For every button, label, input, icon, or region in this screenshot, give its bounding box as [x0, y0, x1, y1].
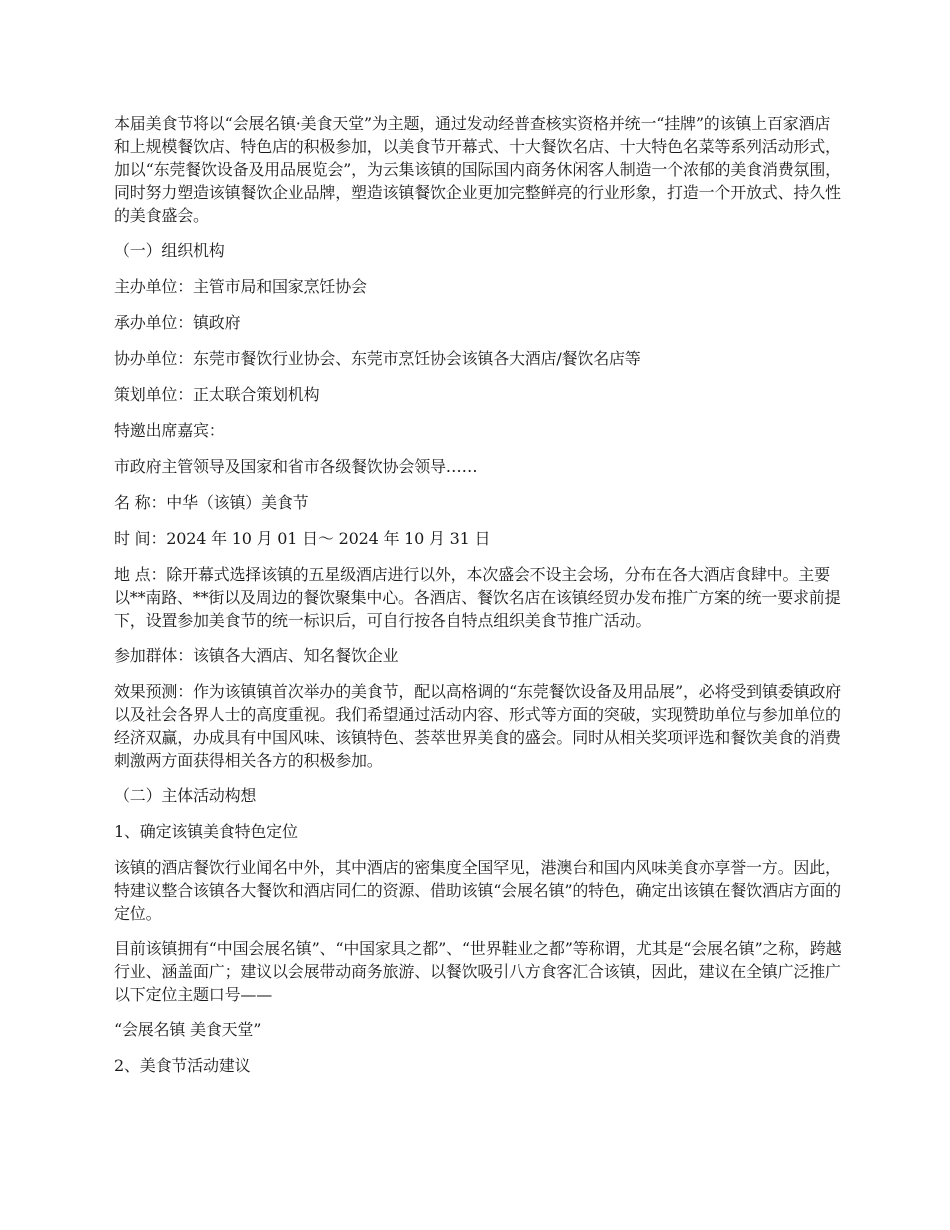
expected-effect: 效果预测：作为该镇镇首次举办的美食节，配以高格调的“东莞餐饮设备及用品展”，必将受到镇委镇政府以及社会各界人士的高度重视。我们希望通过活动内容、形式等方面的突破，实现赞助单位与参加单位的经济双赢，办成具有中国风味、该镇特色、荟萃世界美食的盛会。同时从相关奖项评选和餐饮美食的消费刺激两方面获得相关各方的积极参加。 [114, 682, 841, 770]
document-body [114, 112, 844, 1090]
guests-list: 市政府主管领导及国家和省市各级餐饮协会领导…… [114, 457, 478, 476]
section-heading-activities: （二）主体活动构想 [114, 786, 257, 805]
slogan-paragraph: 目前该镇拥有“中国会展名镇”、“中国家具之都”、“世界鞋业之都”等称谓，尤其是“会展名镇”之称，跨越行业、涵盖面广；建议以会展带动商务旅游、以餐饮吸引八方食客汇合该镇，因此，建议在全镇广泛推广以下定位主题口号—— [114, 939, 842, 1004]
subheading-activity-suggestions: 2、美食节活动建议 [114, 1056, 251, 1075]
event-name: 名 称：中华（该镇）美食节 [114, 493, 309, 512]
event-location: 地 点：除开幕式选择该镇的五星级酒店进行以外，本次盛会不设主会场，分布在各大酒店食肆中。主要以**南路、**街以及周边的餐饮聚集中心。各酒店、餐饮名店在该镇经贸办发布推广方案的统一要求前提下，设置参加美食节的统一标识后，可自行按各自特点组织美食节推广活动。 [114, 565, 841, 630]
planning-unit: 策划单位：正太联合策划机构 [114, 385, 320, 404]
subheading-positioning: 1、确定该镇美食特色定位 [114, 822, 298, 841]
organizer-unit: 承办单位：镇政府 [114, 313, 241, 332]
intro-paragraph: 本届美食节将以“会展名镇·美食天堂”为主题，通过发动经普查核实资格并统一“挂牌”的该镇上百家酒店和上规模餐饮店、特色店的积极参加，以美食节开幕式、十大餐饮名店、十大特色名菜等系列活动形式，加以“东莞餐饮设备及用品展览会”，为云集该镇的国际国内商务休闲客人制造一个浓郁的美食消费氛围，同时努力塑造该镇餐饮企业品牌，塑造该镇餐饮企业更加完整鲜亮的行业形象，打造一个开放式、持久性的美食盛会。 [114, 114, 841, 225]
section-heading-organization: （一）组织机构 [114, 241, 225, 260]
event-time: 时 间：2024 年 10 月 01 日～ 2024 年 10 月 31 日 [114, 529, 491, 548]
guests-label: 特邀出席嘉宾： [114, 421, 225, 440]
slogan: “会展名镇 美食天堂” [114, 1020, 262, 1039]
co-organizer-unit: 协办单位：东莞市餐饮行业协会、东莞市烹饪协会该镇各大酒店/餐饮名店等 [114, 349, 641, 368]
participants: 参加群体：该镇各大酒店、知名餐饮企业 [114, 646, 399, 665]
host-unit: 主办单位：主管市局和国家烹饪协会 [114, 277, 367, 296]
positioning-paragraph: 该镇的酒店餐饮行业闻名中外，其中酒店的密集度全国罕见，港澳台和国内风味美食亦享誉一方。因此，特建议整合该镇各大餐饮和酒店同仁的资源、借助该镇“会展名镇”的特色，确定出该镇在餐饮酒店方面的定位。 [114, 858, 841, 923]
